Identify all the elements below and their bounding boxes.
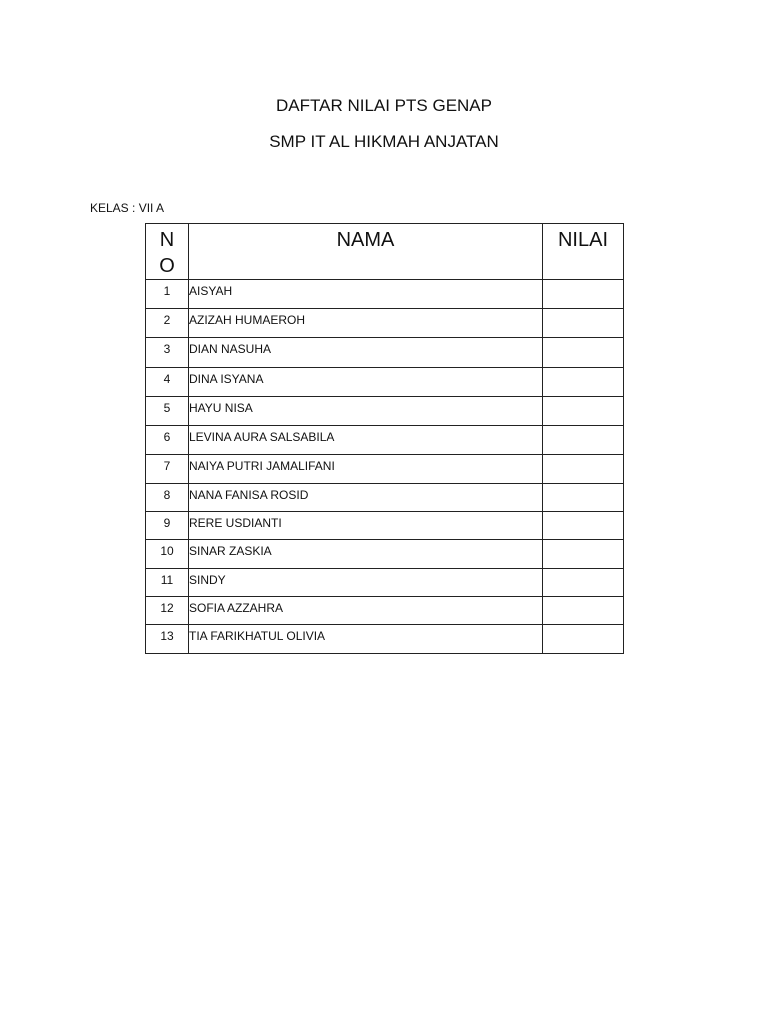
- row-number: 5: [146, 397, 189, 426]
- table-row: [146, 397, 624, 426]
- student-name: HAYU NISA: [189, 397, 543, 426]
- table-row: [146, 540, 624, 569]
- score-cell: [543, 625, 624, 654]
- row-number: 6: [146, 426, 189, 455]
- table-row: [146, 512, 624, 540]
- row-number: 11: [146, 569, 189, 597]
- row-number: 10: [146, 540, 189, 569]
- row-number: 12: [146, 597, 189, 625]
- student-name: AZIZAH HUMAEROH: [189, 309, 543, 338]
- student-name: DIAN NASUHA: [189, 338, 543, 368]
- document-title: DAFTAR NILAI PTS GENAP: [275, 96, 492, 115]
- header-score: NILAI: [543, 224, 624, 280]
- class-label: KELAS : VII A: [90, 201, 165, 215]
- row-number: 7: [146, 455, 189, 484]
- table-row: [146, 426, 624, 455]
- row-number: 4: [146, 368, 189, 397]
- score-cell: [543, 280, 624, 309]
- table-row: [146, 484, 624, 512]
- student-name: RERE USDIANTI: [189, 512, 543, 540]
- score-cell: [543, 309, 624, 338]
- school-name: SMP IT AL HIKMAH ANJATAN: [269, 132, 499, 151]
- row-number: 3: [146, 338, 189, 368]
- student-name: NAIYA PUTRI JAMALIFANI: [189, 455, 543, 484]
- score-cell: [543, 455, 624, 484]
- table-row: [146, 455, 624, 484]
- table-header-row: [146, 224, 624, 280]
- table-row: [146, 338, 624, 368]
- score-cell: [543, 569, 624, 597]
- score-cell: [543, 540, 624, 569]
- table-row: [146, 625, 624, 654]
- table-body: [146, 280, 624, 654]
- score-cell: [543, 597, 624, 625]
- score-cell: [543, 338, 624, 368]
- row-number: 9: [146, 512, 189, 540]
- row-number: 8: [146, 484, 189, 512]
- grades-table: [145, 223, 624, 654]
- student-name: SINDY: [189, 569, 543, 597]
- student-name: SOFIA AZZAHRA: [189, 597, 543, 625]
- row-number: 2: [146, 309, 189, 338]
- student-name: TIA FARIKHATUL OLIVIA: [189, 625, 543, 654]
- score-cell: [543, 426, 624, 455]
- header-name: NAMA: [189, 224, 543, 280]
- score-cell: [543, 512, 624, 540]
- table-row: [146, 309, 624, 338]
- table-row: [146, 597, 624, 625]
- table-row: [146, 368, 624, 397]
- row-number: 1: [146, 280, 189, 309]
- row-number: 13: [146, 625, 189, 654]
- score-cell: [543, 397, 624, 426]
- student-name: LEVINA AURA SALSABILA: [189, 426, 543, 455]
- student-name: DINA ISYANA: [189, 368, 543, 397]
- score-cell: [543, 484, 624, 512]
- student-name: SINAR ZASKIA: [189, 540, 543, 569]
- table-row: [146, 280, 624, 309]
- student-name: AISYAH: [189, 280, 543, 309]
- score-cell: [543, 368, 624, 397]
- student-name: NANA FANISA ROSID: [189, 484, 543, 512]
- header-no: NO: [146, 224, 189, 280]
- table-row: [146, 569, 624, 597]
